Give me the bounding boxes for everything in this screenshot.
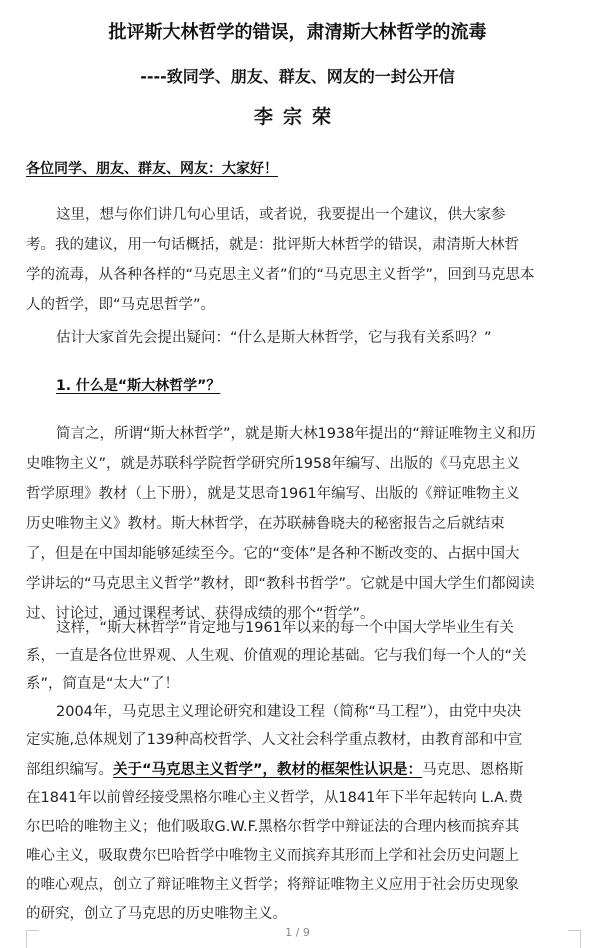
paragraph-line: 人的哲学，即“马克思哲学”。: [26, 297, 216, 313]
paragraph-text: 马克思、恩格斯: [422, 762, 524, 778]
paragraph-line: 学的流毒，从各种各样的“马克思主义者”们的“马克思主义哲学”，回到马克思本: [26, 267, 535, 283]
paragraph-line: 史唯物主义”，就是苏联科学院哲学研究所1958年编写、出版的《马克思主义: [26, 456, 520, 472]
paragraph-line: 了，但是在中国却能够延续至今。它的“变体”是各种不断改变的、占据中国大: [26, 546, 520, 562]
paragraph-line: 的唯心观点，创立了辩证唯物主义哲学；将辩证唯物主义应用于社会历史现象: [26, 877, 519, 893]
paragraph-line: 估计大家首先会提出疑问：“什么是斯大林哲学，它与我有关系吗？”: [56, 330, 492, 346]
paragraph-line: 2004年，马克思主义理论研究和建设工程（简称“马工程”），由党中央决: [56, 704, 522, 720]
paragraph-line: 这样，“斯大林哲学”肯定地与1961年以来的每一个中国大学毕业生有关: [56, 620, 514, 636]
paragraph-line: 系”，简直是“太大”了！: [26, 676, 180, 692]
document-subtitle: ----致同学、朋友、群友、网友的一封公开信: [140, 67, 455, 86]
paragraph-line: 过、讨论过，通过课程考试、获得成绩的那个“哲学”。: [26, 606, 375, 622]
paragraph-line: 哲学原理》教材（上下册），就是艾思奇1961年编写、出版的《辩证唯物主义: [26, 486, 520, 502]
paragraph-text: 部组织编写。: [26, 762, 113, 778]
paragraph-line: 在1841年以前曾经接受黑格尔唯心主义哲学，从1841年下半年起转向 L.A.费: [26, 790, 523, 806]
paragraph-line: 这里，想与你们讲几句心里话，或者说，我要提出一个建议，供大家参: [56, 207, 506, 223]
paragraph-line: 学讲坛的“马克思主义哲学”教材，即“教科书哲学”。它就是中国大学生们都阅读: [26, 576, 535, 592]
paragraph-line: 定实施,总体规划了139种高校哲学、人文社会科学重点教材，由教育部和中宣: [26, 732, 523, 748]
emphasized-text: 关于“马克思主义哲学”，教材的框架性认识是：: [113, 762, 423, 778]
paragraph-line: 唯心主义，吸取费尔巴哈哲学中唯物主义而摈弃其形而上学和社会历史问题上: [26, 848, 519, 864]
paragraph-line: 的研究，创立了马克思的历史唯物主义。: [26, 906, 287, 922]
paragraph-line: 系，一直是各位世界观、人生观、价值观的理论基础。它与我们每一个人的“关: [26, 648, 527, 664]
paragraph-line: 尔巴哈的唯物主义；他们吸取G.W.F.黑格尔哲学中辩证法的合理内核而摈弃其: [26, 819, 520, 835]
paragraph-line: 历史唯物主义》教材。斯大林哲学，在苏联赫鲁晓夫的秘密报告之后就结束: [26, 516, 505, 532]
page-number: 1 / 9: [285, 926, 310, 939]
paragraph-line: [26, 758, 524, 779]
document-title: 批评斯大林哲学的错误，肃清斯大林哲学的流毒: [108, 22, 487, 43]
paragraph-line: 考。我的建议，用一句话概括，就是：批评斯大林哲学的错误，肃清斯大林哲: [26, 237, 519, 253]
author-name: 李宗荣: [253, 106, 341, 128]
greeting: 各位同学、朋友、群友、网友：大家好！: [26, 161, 278, 177]
section-heading: 1. 什么是“斯大林哲学”？: [56, 378, 221, 394]
paragraph-line: 简言之，所谓“斯大林哲学”，就是斯大林1938年提出的“辩证唯物主义和历: [56, 426, 536, 442]
